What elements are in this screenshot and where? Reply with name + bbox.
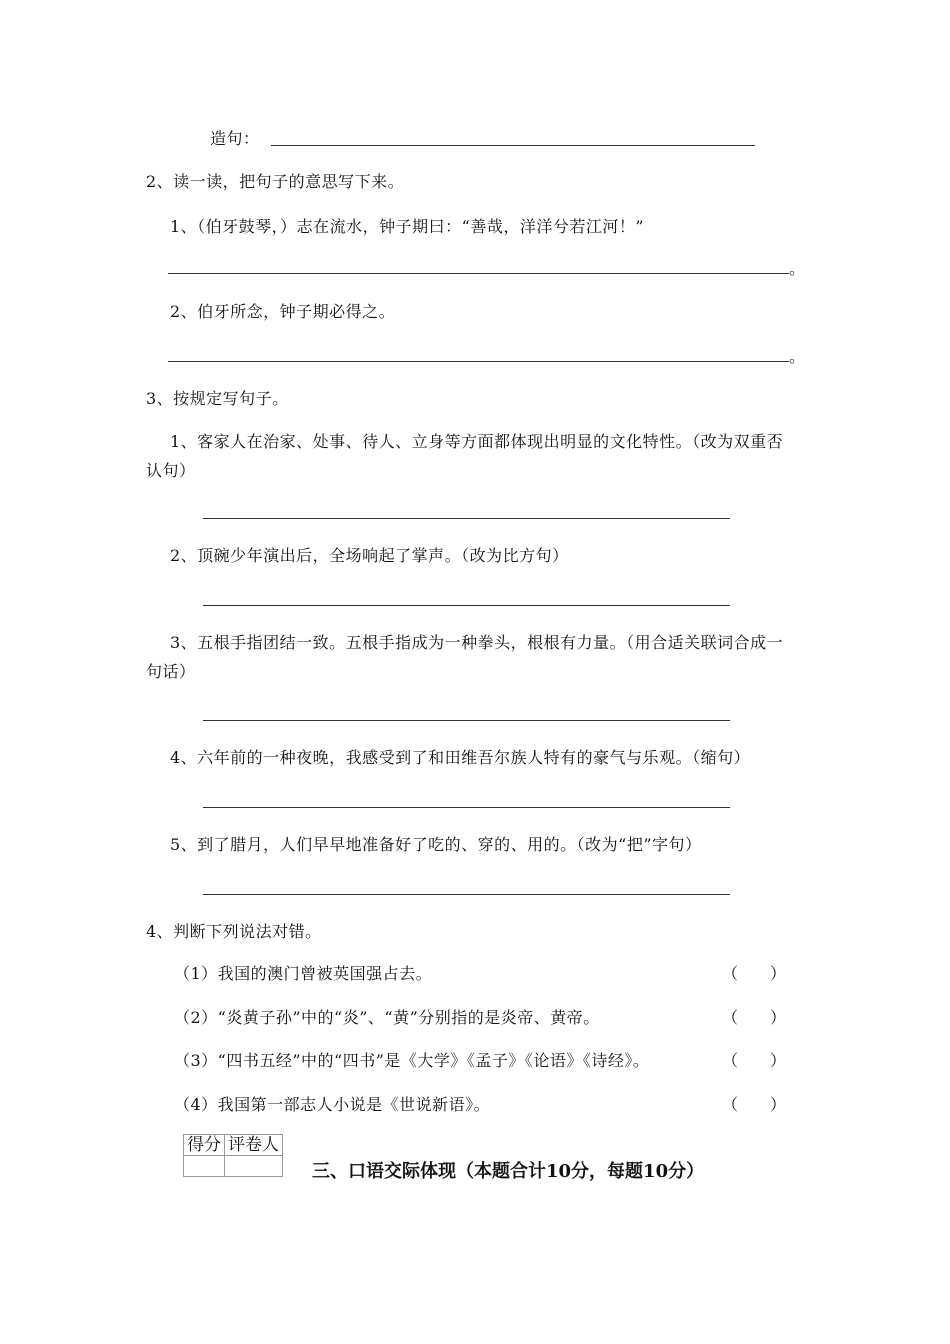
line-end-period: 。 <box>789 347 806 366</box>
answer-line[interactable] <box>271 145 755 146</box>
q3-item-1: 1、客家人在治家、处事、待人、立身等方面都体现出明显的文化特性。（改为双重否 <box>170 432 784 451</box>
answer-paren[interactable]: （ ） <box>722 1095 787 1114</box>
answer-line[interactable] <box>203 518 730 519</box>
answer-line[interactable] <box>203 605 730 606</box>
answer-line[interactable] <box>168 361 789 362</box>
q2-title: 2、读一读，把句子的意思写下来。 <box>146 172 405 191</box>
answer-line[interactable] <box>203 720 730 721</box>
score-cell[interactable] <box>184 1156 225 1177</box>
q3-item-2: 2、顶碗少年演出后，全场响起了掌声。（改为比方句） <box>170 546 569 565</box>
answer-paren[interactable]: （ ） <box>722 1008 787 1027</box>
score-box <box>183 1134 283 1177</box>
q3-item-3-cont: 句话） <box>146 662 196 681</box>
answer-line[interactable] <box>168 273 789 274</box>
q4-item-4: （4）我国第一部志人小说是《世说新语》。 <box>174 1095 491 1114</box>
q3-title: 3、按规定写句子。 <box>146 389 289 408</box>
q2-item-1: 1、（伯牙鼓琴，）志在流水，钟子期曰：“善哉，洋洋兮若江河！” <box>170 217 645 236</box>
answer-paren[interactable]: （ ） <box>722 964 787 983</box>
q3-item-5: 5、到了腊月，人们早早地准备好了吃的、穿的、用的。（改为“把”字句） <box>170 835 702 854</box>
grader-cell[interactable] <box>225 1156 283 1177</box>
q3-item-4: 4、六年前的一种夜晚，我感受到了和田维吾尔族人特有的豪气与乐观。（缩句） <box>170 748 751 767</box>
q4-item-1: （1）我国的澳门曾被英国强占去。 <box>174 964 433 983</box>
line-end-period: 。 <box>789 259 806 278</box>
answer-paren[interactable]: （ ） <box>722 1051 787 1070</box>
q2-item-2: 2、伯牙所念，钟子期必得之。 <box>170 302 396 321</box>
q3-item-1-cont: 认句） <box>146 461 196 480</box>
section-3-heading: 三、口语交际体现（本题合计10分，每题10分） <box>312 1161 705 1182</box>
answer-line[interactable] <box>203 894 730 895</box>
q4-item-3: （3）“四书五经”中的“四书”是《大学》《孟子》《论语》《诗经》。 <box>174 1051 650 1070</box>
answer-line[interactable] <box>203 807 730 808</box>
score-header: 得分 <box>184 1135 225 1156</box>
q3-item-3: 3、五根手指团结一致。五根手指成为一种拳头，根根有力量。（用合适关联词合成一 <box>170 633 784 652</box>
q4-item-2: （2）“炎黄子孙”中的“炎”、“黄”分别指的是炎帝、黄帝。 <box>174 1008 600 1027</box>
grader-header: 评卷人 <box>225 1135 283 1156</box>
q4-title: 4、判断下列说法对错。 <box>146 922 322 941</box>
make-sentence-label: 造句： <box>210 129 260 148</box>
